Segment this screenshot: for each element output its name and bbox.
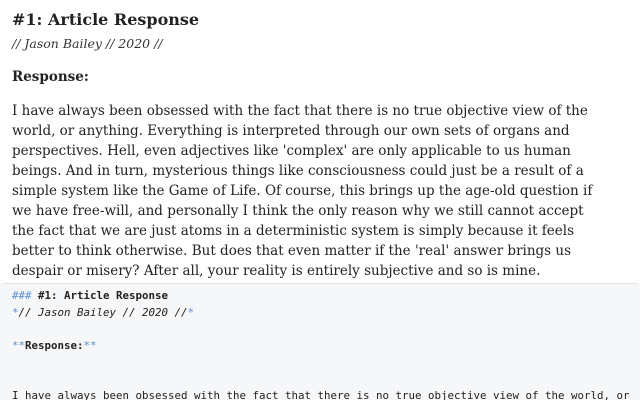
source-line-heading[interactable] (12, 289, 168, 303)
paragraph-line: I have always been obsessed with the fact that there is no true objective view of the (12, 103, 588, 119)
body-source-text: I have always been obsessed with the fact that there is no true objective view of the world, or (12, 389, 630, 400)
byline-source-text: // Jason Bailey // 2020 // (18, 306, 188, 319)
response-source-text: Response: (25, 339, 84, 352)
source-line-response[interactable] (12, 339, 97, 353)
article-title: #1: Article Response (12, 10, 200, 29)
paragraph-line: world, or anything. Everything is interpreted through our own sets of organs and (12, 123, 570, 139)
markdown-source-editor[interactable] (0, 283, 640, 400)
bold-open-marker: ** (12, 339, 26, 352)
paragraph-line: better to think otherwise. But does that even matter if the 'real' answer brings us (12, 243, 572, 259)
heading-source-text: #1: Article Response (38, 289, 169, 302)
italic-open-marker: * (12, 306, 19, 319)
paragraph-line: we have free-will, and personally I think the only reason why we still cannot accept (12, 203, 584, 219)
response-heading: Response: (12, 69, 89, 85)
response-paragraph (12, 101, 592, 281)
italic-close-marker: * (187, 306, 195, 319)
paragraph-line: perspectives. Hell, even adjectives like 'complex' are only applicable to us human (12, 143, 571, 159)
paragraph-line: the fact that we are just atoms in a deterministic system is simply because it feels (12, 223, 575, 239)
bold-close-marker: ** (83, 339, 97, 352)
heading-marker: ### (12, 289, 32, 302)
source-line-body[interactable] (12, 389, 630, 400)
paragraph-line: beings. And in turn, mysterious things like consciousness could just be a result of a (12, 163, 584, 179)
source-line-byline[interactable] (12, 306, 194, 320)
article-byline: // Jason Bailey // 2020 // (12, 36, 163, 51)
paragraph-line: despair or misery? After all, your reality is entirely subjective and so is mine. (12, 263, 541, 279)
paragraph-line: simple system like the Game of Life. Of course, this brings up the age-old question if (12, 183, 593, 199)
